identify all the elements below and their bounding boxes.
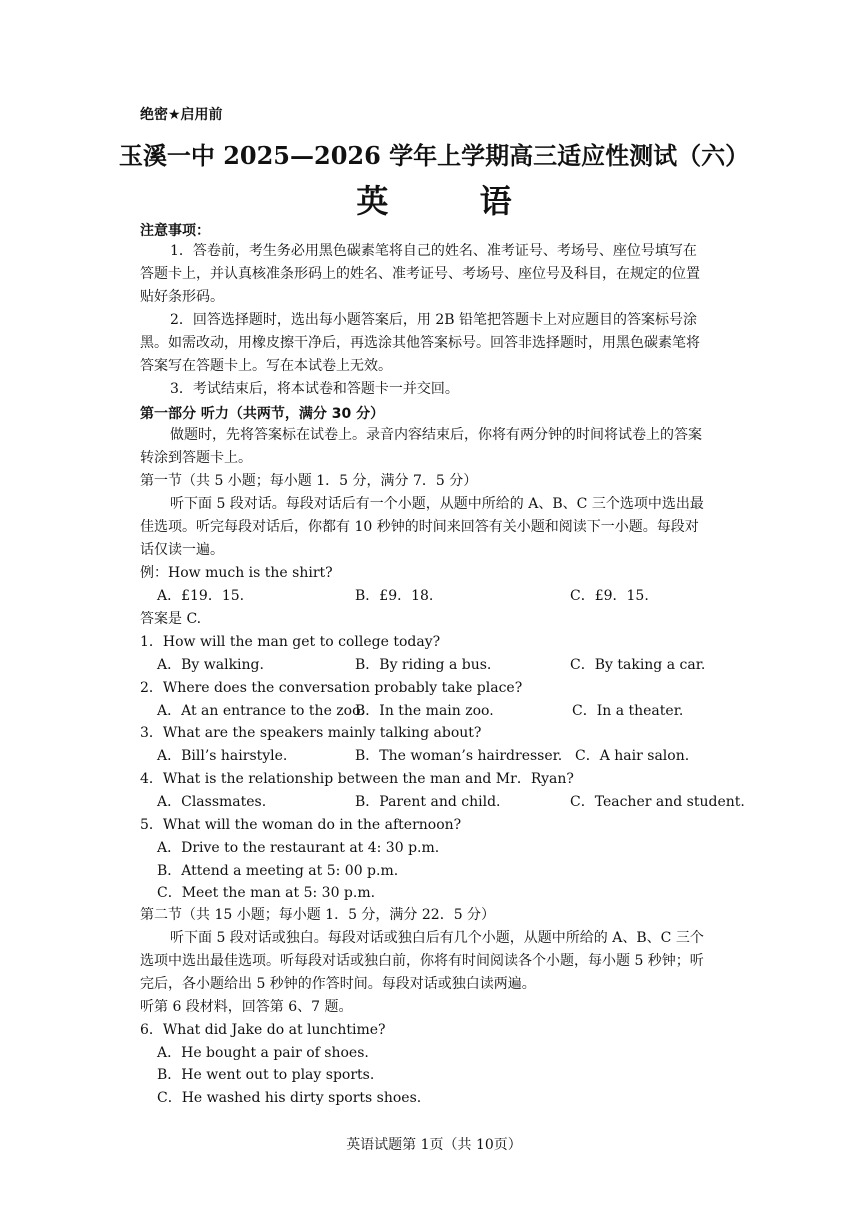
question-6-option-a: A．He bought a pair of shoes. <box>157 1045 369 1061</box>
section1-intro-line-2: 佳选项。听完每段对话后，你都有 10 秒钟的时间来回答有关小题和阅读下一小题。每段对 <box>140 519 699 535</box>
question-6: 6．What did Jake do at lunchtime? <box>140 1022 386 1038</box>
question-1: 1．How will the man get to college today? <box>140 634 441 650</box>
part1-intro-line-2: 转涂到答题卡上。 <box>140 450 252 466</box>
question-2-option-c: C．In a theater. <box>572 703 684 719</box>
question-5: 5．What will the woman do in the afternoon? <box>140 817 462 833</box>
material-note: 听第 6 段材料，回答第 6、7 题。 <box>140 999 353 1015</box>
subject-title: 英 语 <box>356 182 552 220</box>
question-3-option-b: B．The woman’s hairdresser. <box>355 748 563 764</box>
question-4: 4．What is the relationship between the man and Mr．Ryan? <box>140 771 574 787</box>
question-2-option-a: A．At an entrance to the zoo. <box>157 703 365 719</box>
notice-item-2-line-1: 2．回答选择题时，选出每小题答案后，用 2B 铅笔把答题卡上对应题目的答案标号涂 <box>170 312 698 328</box>
notice-item-2-line-2: 黑。如需改动，用橡皮擦干净后，再选涂其他答案标号。回答非选择题时，用黑色碳素笔将 <box>140 335 700 351</box>
question-5-option-a: A．Drive to the restaurant at 4: 30 p.m. <box>157 840 440 856</box>
notice-item-3: 3．考试结束后，将本试卷和答题卡一并交回。 <box>170 381 459 397</box>
part1-heading: 第一部分 听力（共两节，满分 30 分） <box>140 406 385 422</box>
question-4-option-c: C．Teacher and student. <box>570 794 745 810</box>
question-1-option-b: B．By riding a bus. <box>355 657 492 673</box>
question-5-option-c: C．Meet the man at 5: 30 p.m. <box>157 885 376 901</box>
section2-intro-line-1: 听下面 5 段对话或独白。每段对话或独白后有几个小题，从题中所给的 A、B、C 三个 <box>170 930 704 946</box>
notice-item-1-line-2: 答题卡上，并认真核准条形码上的姓名、准考证号、考场号、座位号及科目，在规定的位置 <box>140 266 700 282</box>
section1-intro-line-1: 听下面 5 段对话。每段对话后有一个小题，从题中所给的 A、B、C 三个选项中选出最 <box>170 496 704 512</box>
question-2: 2．Where does the conversation probably take place? <box>140 680 523 696</box>
part1-intro-line-1: 做题时，先将答案标在试卷上。录音内容结束后，你将有两分钟的时间将试卷上的答案 <box>170 427 702 443</box>
section2-intro-line-3: 完后，各小题给出 5 秒钟的作答时间。每段对话或独白读两遍。 <box>140 976 536 992</box>
question-3: 3．What are the speakers mainly talking about? <box>140 725 482 741</box>
section1-intro-line-3: 话仅读一遍。 <box>140 542 224 558</box>
question-4-option-a: A．Classmates. <box>157 794 267 810</box>
top-secret-label: 绝密★启用前 <box>140 107 223 123</box>
question-4-option-b: B．Parent and child. <box>355 794 501 810</box>
question-3-option-c: C．A hair salon. <box>575 748 690 764</box>
example-option-a: A．£19．15. <box>157 588 245 604</box>
notice-item-2-line-3: 答案写在答题卡上。写在本试卷上无效。 <box>140 358 392 374</box>
example-option-b: B．£9．18. <box>355 588 434 604</box>
notice-heading: 注意事项： <box>140 223 210 239</box>
example-answer: 答案是 C. <box>140 611 202 627</box>
page-footer: 英语试题第 1页（共 10页） <box>346 1137 522 1153</box>
question-3-option-a: A．Bill’s hairstyle. <box>157 748 288 764</box>
question-6-option-c: C．He washed his dirty sports shoes. <box>157 1090 422 1106</box>
example-option-c: C．£9．15. <box>570 588 649 604</box>
example-question: 例：How much is the shirt? <box>140 565 333 581</box>
section2-intro-line-2: 选项中选出最佳选项。听每段对话或独白前，你将有时间阅读各个小题，每小题 5 秒钟；听 <box>140 953 704 969</box>
question-1-option-a: A．By walking. <box>157 657 264 673</box>
question-5-option-b: B．Attend a meeting at 5: 00 p.m. <box>157 863 399 879</box>
section1-heading: 第一节（共 5 小题；每小题 1．5 分，满分 7．5 分） <box>140 473 478 489</box>
notice-item-1-line-1: 1．答卷前，考生务必用黑色碳素笔将自己的姓名、准考证号、考场号、座位号填写在 <box>170 243 697 259</box>
question-2-option-b: B．In the main zoo. <box>355 703 494 719</box>
question-1-option-c: C．By taking a car. <box>570 657 706 673</box>
notice-item-1-line-3: 贴好条形码。 <box>140 289 224 305</box>
exam-title: 玉溪一中 2025—2026 学年上学期高三适应性测试（六） <box>118 141 750 170</box>
question-6-option-b: B．He went out to play sports. <box>157 1067 375 1083</box>
section2-heading: 第二节（共 15 小题；每小题 1．5 分，满分 22．5 分） <box>140 907 496 923</box>
